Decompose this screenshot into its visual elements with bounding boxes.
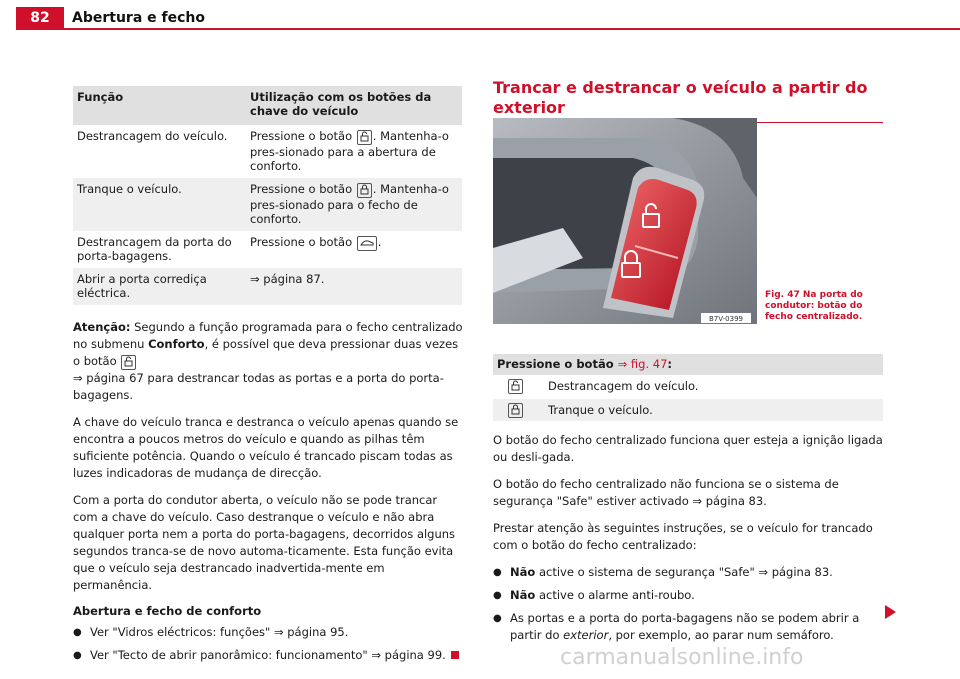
watermark: carmanualsonline.info — [560, 645, 804, 670]
page-header — [0, 0, 960, 34]
door-panel-illustration — [493, 118, 757, 324]
table-header-function: Função — [73, 86, 246, 125]
paragraph: Prestar atenção às seguintes instruções, se o veículo for trancado com o botão do fecho centralizado: — [493, 521, 873, 552]
list-item: ● Não active o alarme anti-roubo. — [493, 587, 883, 604]
fig-link[interactable]: ⇒ fig. 47 — [617, 357, 668, 371]
unlock-icon — [121, 355, 136, 370]
attention-paragraph: Atenção: Segundo a função programada para o fecho centralizado no submenu Conforto, é possível que deva pressionar duas vezes o botão ⇒ página 67 para destrancar todas as portas e a porta do porta-bagagens. — [73, 320, 463, 402]
section-end-mark — [451, 651, 459, 659]
table-row: Tranque o veículo. — [493, 399, 883, 423]
trunk-icon — [357, 236, 377, 251]
figure-caption: Fig. 47 Na porta do condutor: botão do fecho centralizado. — [765, 290, 863, 322]
figure-door-button — [493, 118, 757, 324]
figure-code: B7V-0399 — [709, 315, 743, 323]
left-column — [73, 86, 463, 670]
unlock-icon — [508, 379, 523, 394]
subheading: Abertura e fecho de conforto — [73, 604, 262, 618]
button-table-header: Pressione o botão ⇒ fig. 47: — [493, 354, 883, 375]
page-number: 82 — [16, 7, 64, 29]
paragraph: Com a porta do condutor aberta, o veículo não se pode trancar com a chave do veículo. Caso destranque o veículo e não abra qualquer porta nem a porta do porta-bagagens, decorridos alguns segundos tranca-se de novo automa-ticamente. Esta função evita que o veículo seja destrancado inadvertida-mente em permanência. — [73, 493, 456, 592]
lock-icon — [508, 403, 523, 418]
list-item: ● Ver "Vidros eléctricos: funções" ⇒ página 95. — [73, 624, 463, 641]
table-cell-function: Tranque o veículo. — [73, 178, 246, 231]
header-rule — [16, 28, 960, 30]
table-row — [73, 178, 462, 231]
table-cell-function: Destrancagem do veículo. — [73, 125, 246, 178]
function-table — [73, 86, 462, 305]
lock-icon — [357, 183, 372, 198]
right-body — [493, 432, 883, 650]
bullet-list — [73, 624, 463, 664]
paragraph: A chave do veículo tranca e destranca o veículo apenas quando se encontra a poucos metros do veículo e quando as pilhas têm suficiente potência. Quando o veículo é trancado piscam todas as luzes indicadoras de mudança de direcção. — [73, 415, 459, 480]
table-cell-usage: Pressione o botão . Mantenha-o pres-sionado para a abertura de conforto. — [246, 125, 462, 178]
unlock-icon — [357, 130, 372, 145]
paragraph: O botão do fecho centralizado funciona quer esteja a ignição ligada ou desli-gada. — [493, 433, 883, 464]
table-header-row — [73, 86, 462, 125]
table-cell-function: Abrir a porta corrediça eléctrica. — [73, 268, 246, 305]
right-column — [493, 78, 883, 642]
table-cell-usage: Pressione o botão . — [246, 231, 462, 268]
button-table — [493, 354, 883, 423]
next-page-arrow-icon[interactable] — [885, 605, 896, 619]
table-cell-function: Destrancagem da porta do porta-bagagens. — [73, 231, 246, 268]
list-item: ● Não active o sistema de segurança "Safe" ⇒ página 83. — [493, 564, 883, 581]
paragraph: O botão do fecho centralizado não funciona se o sistema de segurança "Safe" estiver activado ⇒ página 83. — [493, 477, 839, 508]
chapter-title: Abertura e fecho — [72, 10, 205, 26]
bullet-list — [493, 564, 883, 644]
table-header-usage: Utilização com os botões da chave do veículo — [246, 86, 462, 125]
table-row: Destrancagem do veículo. — [493, 375, 883, 399]
table-cell-usage: ⇒ página 87. — [246, 268, 462, 305]
table-row — [73, 231, 462, 268]
list-item: ● Ver "Tecto de abrir panorâmico: funcionamento" ⇒ página 99. — [73, 647, 463, 664]
table-row — [73, 268, 462, 305]
section-title: Trancar e destrancar o veículo a partir do exterior — [493, 78, 868, 117]
list-item: ● As portas e a porta do porta-bagagens não se podem abrir a partir do exterior, por exemplo, ao parar num semáforo. — [493, 610, 883, 644]
table-cell-usage: Pressione o botão . Mantenha-o pres-sionado para o fecho de conforto. — [246, 178, 462, 231]
table-row — [73, 125, 462, 178]
